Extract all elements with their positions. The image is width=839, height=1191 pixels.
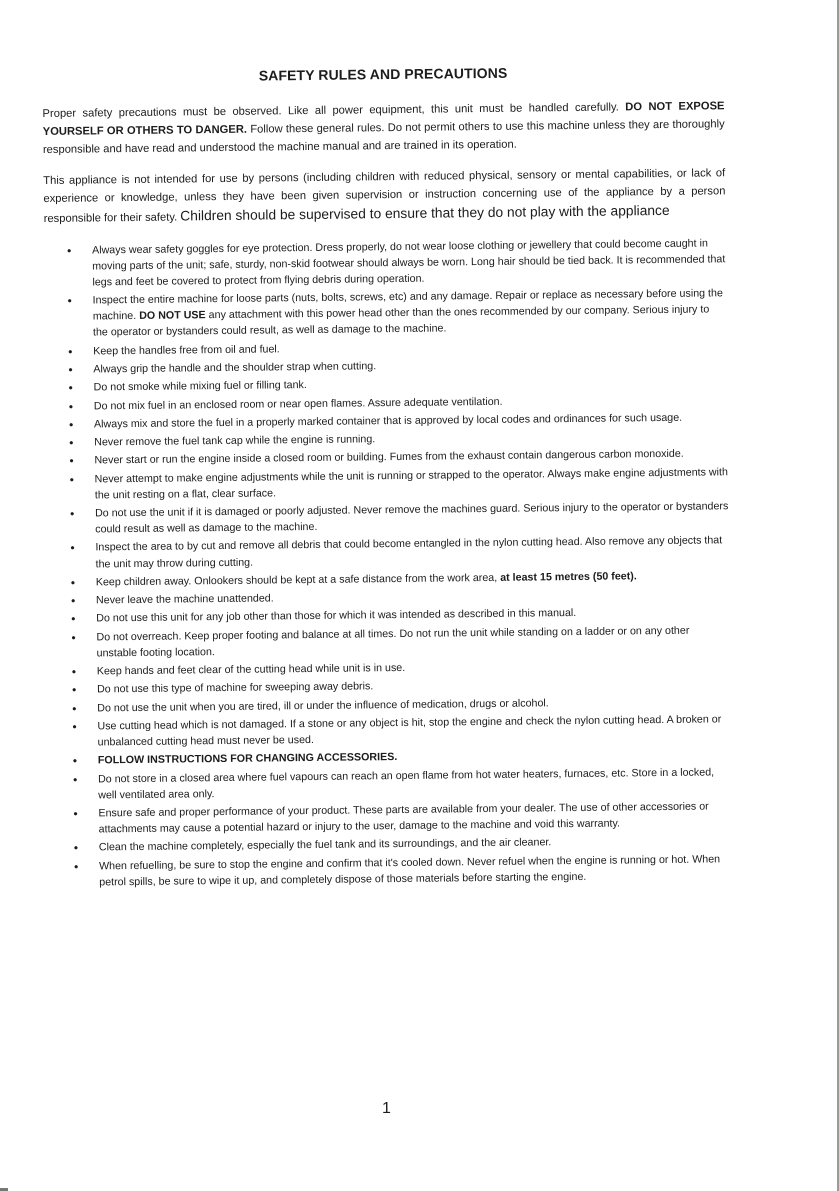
- safety-rule-item: [48, 622, 730, 662]
- children-supervision-text: Children should be supervised to ensure that they do not play with the appliance: [180, 202, 670, 224]
- rule-text: Do not store in a closed area where fuel vapours can reach an open flame from hot water heaters, furnaces, etc. Store in a locked, well ventilated area only.: [97, 765, 715, 802]
- intro-text-rest: Follow these general rules. Do not permit others to use this machine unless they are thoroughly responsible and have read and understood the machine manual and are trained in its operation.: [42, 118, 725, 156]
- bullet-icon: •: [72, 719, 77, 734]
- bullet-icon: •: [68, 417, 74, 432]
- bullet-icon: •: [69, 472, 74, 487]
- safety-rule-item: [49, 711, 731, 751]
- rule-text: Inspect the entire machine for loose parts (nuts, bolts, screws, etc) and any damage. Repair or replace as necessary before using the machine.: [92, 287, 723, 323]
- bullet-icon: •: [71, 630, 76, 645]
- rule-text: Do not use the unit if it is damaged or poorly adjusted. Never remove the machines guard. Serious injury to the operator or bystanders could result as well as damage to the machine.: [94, 500, 729, 536]
- rule-text-rest: any attachment with this power head other than the ones recommended by our company. Serious injury to the operator or bystanders could result, as well as damage to the machine.: [92, 303, 710, 339]
- bullet-icon: •: [70, 575, 76, 590]
- intro-warning: DO NOT EXPOSE YOURSELF OR OTHERS TO DANGER.: [42, 100, 725, 138]
- rule-text: Do not overreach. Keep proper footing and balance at all times. Do not run the unit while standing on a ladder or on any other unstable footing location.: [96, 624, 690, 660]
- bullet-icon: •: [67, 293, 72, 308]
- rule-text: Keep hands and feet clear of the cutting head while unit is in use.: [96, 661, 406, 678]
- safety-rule-item: [47, 498, 729, 538]
- rule-text: Never remove the fuel tank cap while the engine is running.: [94, 433, 376, 449]
- bullet-icon: •: [71, 664, 77, 679]
- rule-emphasis: FOLLOW INSTRUCTIONS FOR CHANGING ACCESSORIES.: [97, 751, 398, 767]
- bullet-icon: •: [66, 243, 72, 258]
- rule-text: Clean the machine completely, especially the fuel tank and its surroundings, and the air cleaner.: [98, 836, 552, 854]
- rule-text: Do not use this type of machine for sweeping away debris.: [96, 680, 374, 696]
- rule-text: When refuelling, be sure to stop the engine and confirm that it's cooled down. Never refuel when the engine is running or hot. When petrol spills, be sure to wipe it up, and completely dispose of those materials before starting the engine.: [98, 852, 721, 889]
- rule-text: Do not mix fuel in an enclosed room or near open flames. Assure adequate ventilation.: [93, 395, 503, 412]
- bullet-icon: •: [70, 541, 75, 556]
- bullet-icon: •: [68, 380, 73, 395]
- bullet-icon: •: [69, 506, 75, 521]
- intro-text: Proper safety precautions must be observed. Like all power equipment, this unit must be handled carefully.: [42, 101, 619, 120]
- rule-text: Ensure safe and proper performance of your product. These parts are available from your dealer. The use of other accessories or attachments may cause a potential hazard or injury to the user, damage to the machine and void this warranty.: [98, 800, 709, 836]
- page-number: 1: [382, 1100, 391, 1117]
- bullet-icon: •: [69, 454, 74, 469]
- rule-text: Do not use the unit when you are tired, ill or under the influence of medication, drugs or alcohol.: [97, 696, 549, 715]
- appliance-text: This appliance is not intended for use by persons (including children with reduced physical, sensory or mental capabilities, or lack of experience or knowledge, unless they have been given supervision or instruction concerning use of the appliance by a person responsible for their safety.: [43, 167, 726, 225]
- document-page: [42, 62, 733, 893]
- rule-emphasis: at least 15 metres (50 feet).: [500, 570, 637, 584]
- rule-text: Keep the handles free from oil and fuel.: [93, 343, 280, 358]
- safety-rule-item: [47, 533, 729, 573]
- bullet-icon: •: [73, 806, 78, 821]
- page-title: SAFETY RULES AND PRECAUTIONS: [258, 64, 508, 84]
- rule-text: Never attempt to make engine adjustments while the unit is running or strapped to the operator. Always make engine adjustments with the unit resting on a flat, clear surface.: [94, 465, 728, 502]
- intro-paragraph: [42, 98, 725, 159]
- rule-text: Always wear safety goggles for eye protection. Dress properly, do not wear loose clothing or jewellery that could become caught in moving parts of the unit; safe, sturdy, non-skid footwear should always be worn. Long hair should be tied back. It is recommended that legs and feet be covered to protect from flying debris during operation.: [91, 237, 726, 289]
- rule-text: Do not use this unit for any job other than those for which it was intended as described in this manual.: [96, 607, 577, 625]
- rule-text: Always grip the handle and the shoulder strap when cutting.: [93, 360, 377, 376]
- safety-rule-item: [51, 851, 733, 891]
- bullet-icon: •: [68, 344, 73, 359]
- rule-text: Inspect the area to by cut and remove all debris that could become entangled in the nylon cutting head. Also remove any objects that the unit may throw during cutting.: [95, 534, 723, 570]
- rule-text: Always mix and store the fuel in a properly marked container that is approved by local codes and ordinances for such usage.: [93, 411, 683, 431]
- rule-text: Never leave the machine unattended.: [95, 592, 274, 607]
- safety-rule-item: [50, 798, 732, 838]
- rule-text: Use cutting head which is not damaged. If a stone or any object is hit, stop the engine and check the nylon cutting head. A broken or unbalanced cutting head must never be used.: [97, 713, 722, 749]
- appliance-paragraph: [43, 166, 726, 229]
- safety-rule-item: [44, 235, 727, 291]
- rule-text: Keep children away. Onlookers should be kept at a safe distance from the work area,: [95, 571, 498, 589]
- safety-rules-list: [44, 235, 733, 891]
- bullet-icon: •: [70, 593, 76, 608]
- bullet-icon: •: [72, 772, 78, 787]
- bullet-icon: •: [72, 753, 78, 768]
- safety-rule-item: [50, 764, 732, 804]
- safety-rule-item: [47, 464, 729, 504]
- rule-emphasis: DO NOT USE: [139, 309, 206, 323]
- bullet-icon: •: [73, 859, 79, 874]
- rule-text: Do not smoke while mixing fuel or filling tank.: [93, 379, 307, 394]
- bullet-icon: •: [72, 701, 77, 716]
- rule-text: Never start or run the engine inside a closed room or building. Fumes from the exhaust contain dangerous carbon monoxide.: [94, 448, 684, 467]
- bullet-icon: •: [71, 682, 77, 698]
- bullet-icon: •: [71, 612, 76, 627]
- bullet-icon: •: [73, 840, 79, 855]
- safety-rule-item: [45, 285, 728, 341]
- bullet-icon: •: [68, 362, 73, 377]
- bullet-icon: •: [68, 399, 74, 414]
- bullet-icon: •: [69, 435, 74, 450]
